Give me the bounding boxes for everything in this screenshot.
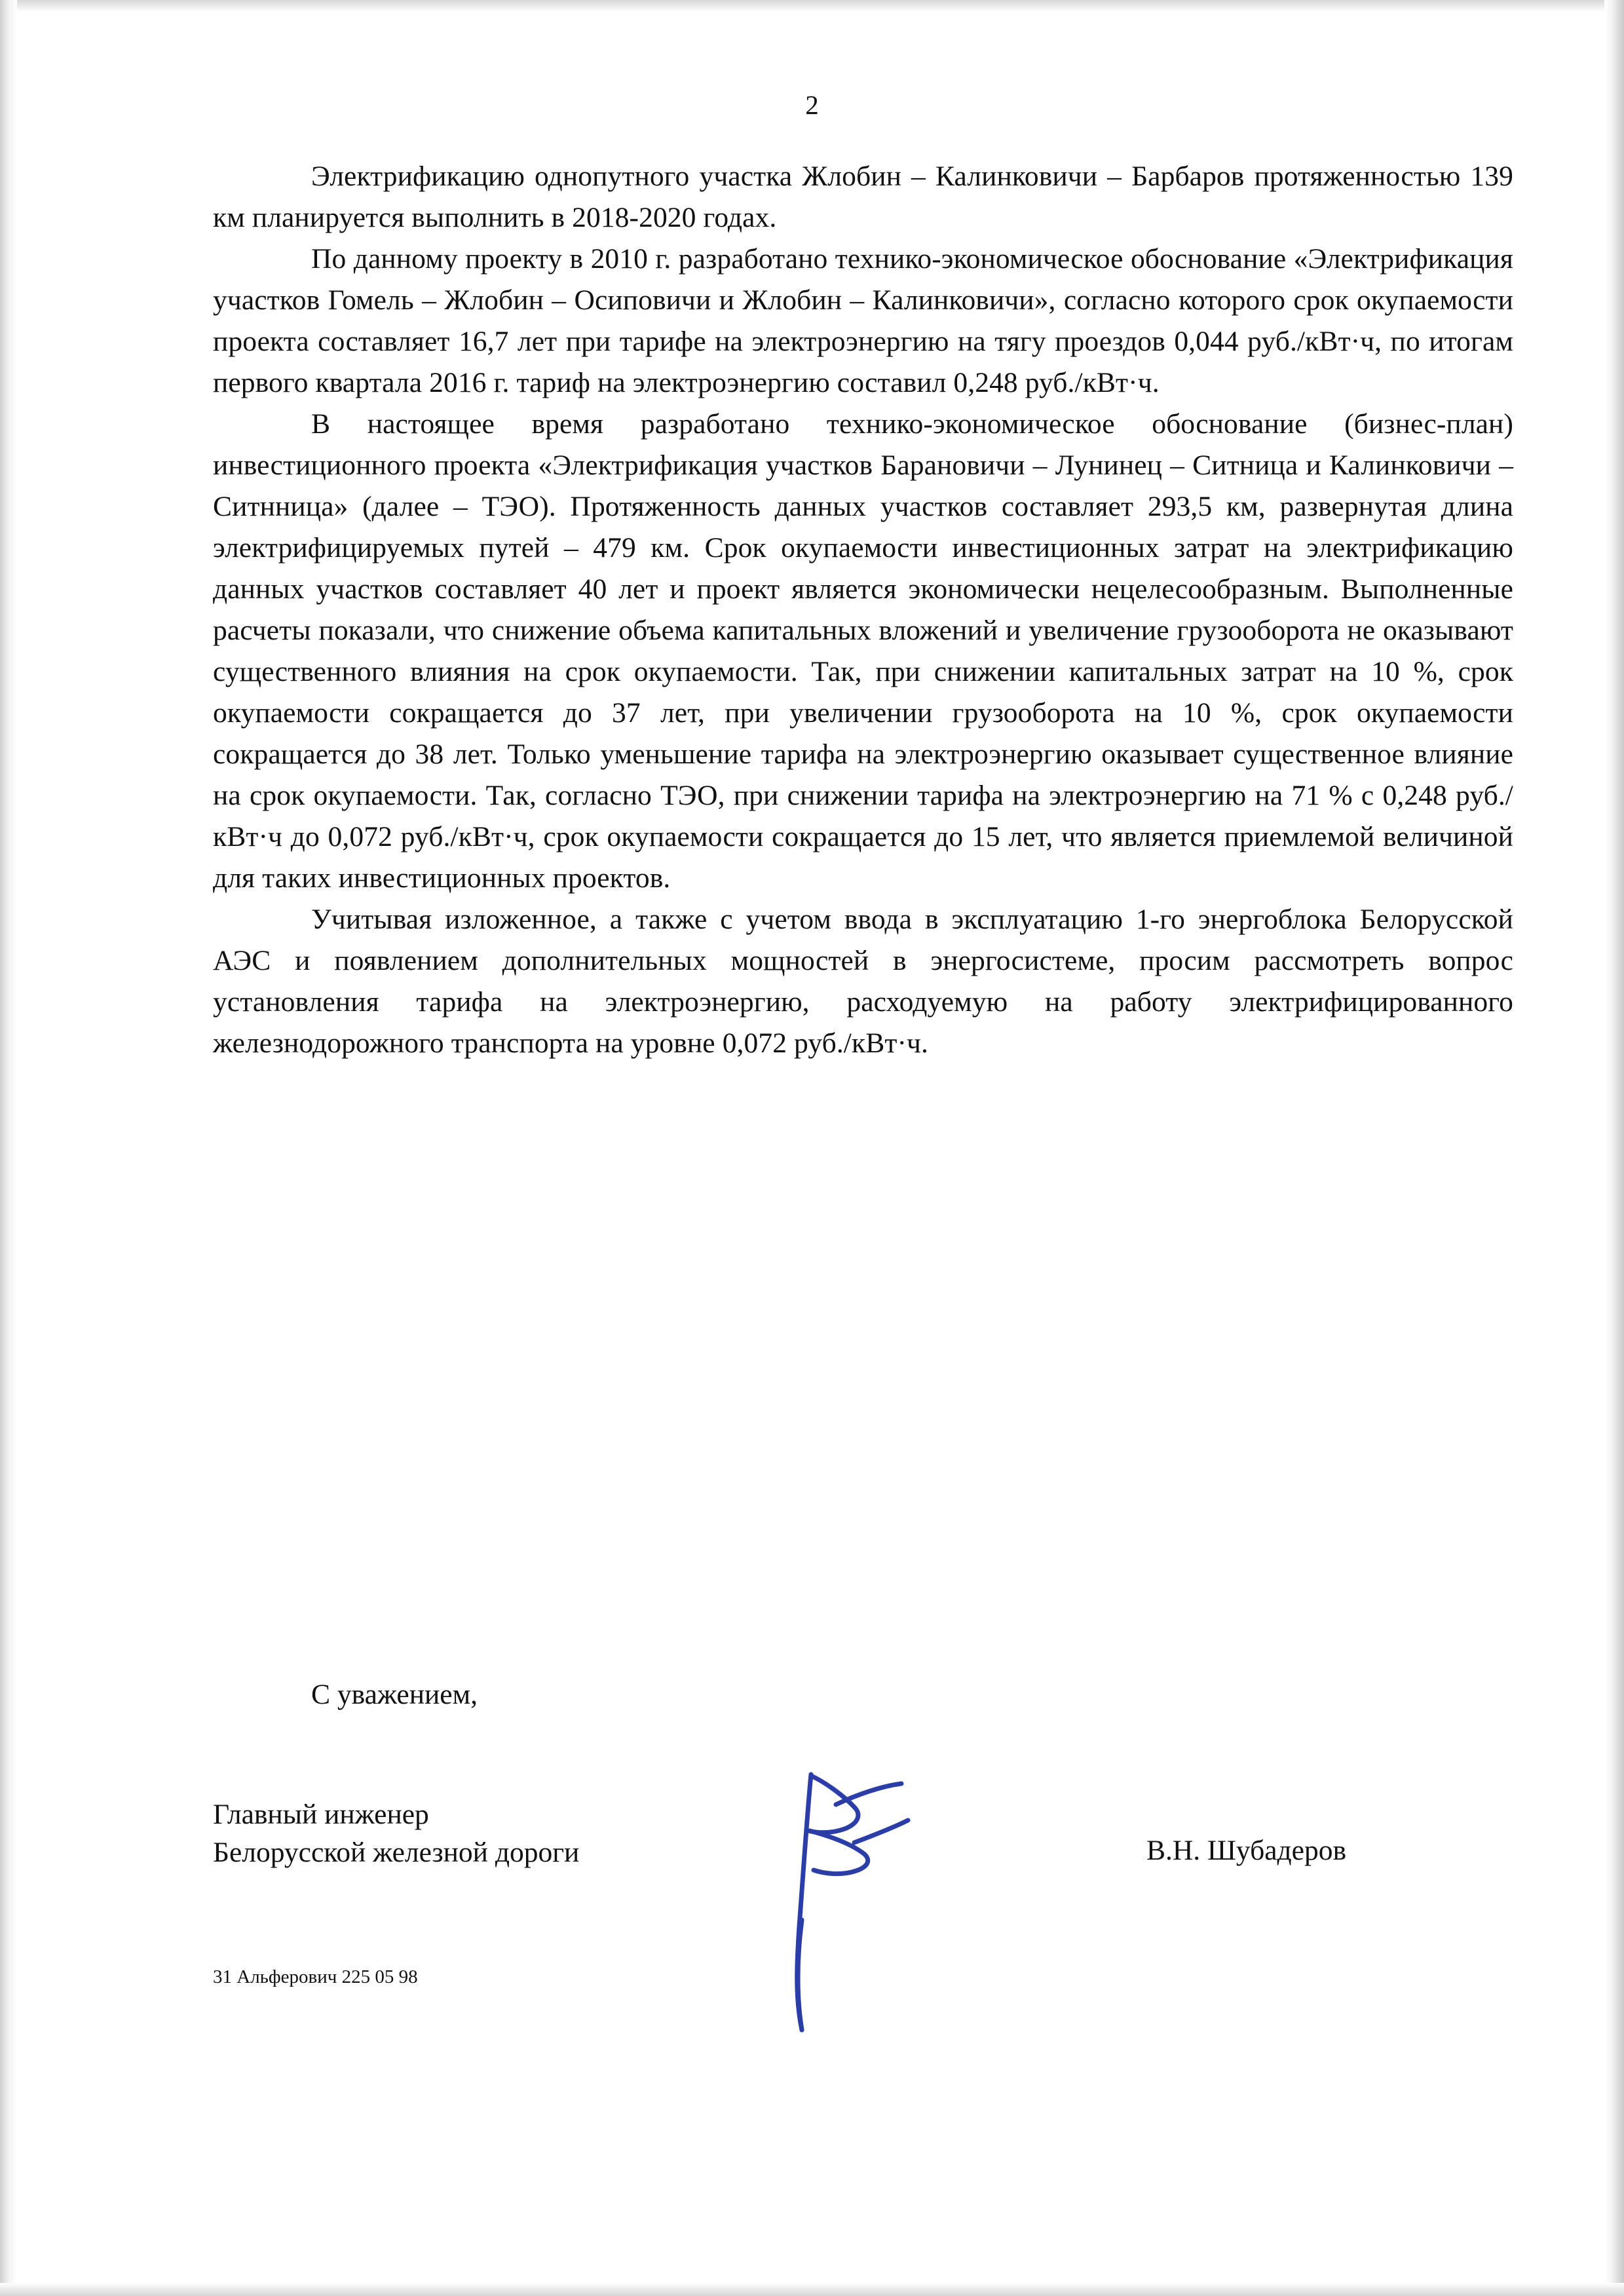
closing-block	[213, 1674, 1513, 1715]
document-body	[213, 156, 1513, 1064]
scan-edge-top	[0, 0, 1624, 12]
paragraph-2: По данному проекту в 2010 г. разработано технико-экономическое обоснование «Электрификация участков Гомель – Жлобин – Осиповичи и Жлобин – Калинковичи», согласно которого срок окупаемости проекта составляет 16,7 лет при тарифе на электроэнергию на тягу проездов 0,044 руб./кВт·ч, по итогам первого квартала 2016 г. тариф на электроэнергию составил 0,248 руб./кВт·ч.	[213, 243, 1513, 398]
signer-name: В.Н. Шубадеров	[1146, 1835, 1347, 1866]
signer-position-line-2: Белорусской железной дороги	[213, 1837, 580, 1868]
scan-edge-bottom	[0, 2283, 1624, 2296]
signature-block	[213, 1795, 1513, 1871]
paragraph-1: Электрификацию однопутного участка Жлобин – Калинковичи – Барбаров протяженностью 139 км планируется выполнить в 2018-2020 годах.	[213, 161, 1513, 233]
page-number: 2	[805, 90, 819, 120]
paragraph-4: Учитывая изложенное, а также с учетом ввода в эксплуатацию 1-го энергоблока Белорусской АЭС и появлением дополнительных мощностей в энергосистеме, просим рассмотреть вопрос установления тарифа на электроэнергию, расходуемую на работу электрифицированного железнодорожного транспорта на уровне 0,072 руб./кВт·ч.	[213, 904, 1513, 1059]
signer-position	[213, 1795, 803, 1871]
closing-text: С уважением,	[311, 1679, 478, 1710]
footer-note: 31 Альферович 225 05 98	[213, 1966, 418, 1987]
scan-edge-right	[1604, 0, 1624, 2296]
scan-edge-left	[0, 0, 17, 2296]
paragraph-3: В настоящее время разработано технико-экономическое обоснование (бизнес-план) инвестиционного проекта «Электрификация участков Барановичи – Лунинец – Ситница и Калинковичи – Ситнница» (далее – ТЭО). Протяженность данных участков составляет 293,5 км, развернутая длина электрифицируемых путей – 479 км. Срок окупаемости инвестиционных затрат на электрификацию данных участков составляет 40 лет и проект является экономически нецелесообразным. Выполненные расчеты показали, что снижение объема капитальных вложений и увеличение грузооборота не оказывают существенного влияния на срок окупаемости. Так, при снижении капитальных затрат на 10 %, срок окупаемости сокращается до 37 лет, при увеличении грузооборота на 10 %, срок окупаемости сокращается до 38 лет. Только уменьшение тарифа на электроэнергию оказывает существенное влияние на срок окупаемости. Так, согласно ТЭО, при снижении тарифа на электроэнергию на 71 % с 0,248 руб./кВт·ч до 0,072 руб./кВт·ч, срок окупаемости сокращается до 15 лет, что является приемлемой величиной для таких инвестиционных проектов.	[213, 408, 1513, 894]
signer-position-line-1: Главный инженер	[213, 1799, 429, 1830]
